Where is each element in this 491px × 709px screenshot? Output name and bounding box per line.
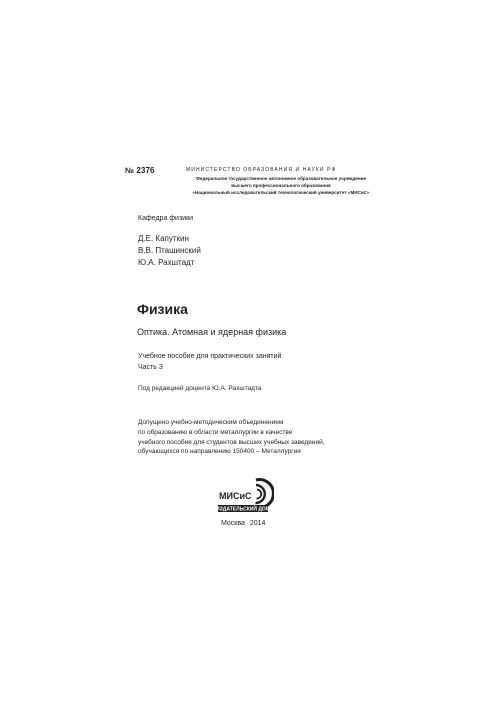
editor-note: Под редакцией доцента Ю.А. Рахштадта [138,385,262,392]
book-subtitle: Оптика. Атомная и ядерная физика [137,327,287,337]
approval-line: Допущено учебно-методическим объединением [138,419,284,426]
university-line: высшего профессионального образования [231,183,331,188]
document-number: № 2376 [125,166,155,175]
department-name: Кафедра физики [138,215,194,222]
misis-logo-icon [216,476,274,516]
university-line: «Национальный исследовательский технологический университет «МИСиС» [192,190,370,195]
publisher-logo-graphic [216,476,274,516]
authors-list [138,233,201,269]
approval-line: учебного пособия для студентов высших учебных заведений, [138,438,325,446]
author-name: Ю.А. Рахштадт [138,258,195,267]
university-line: Федеральное государственное автономное образовательное учреждение [196,176,366,181]
publisher-logo-caption: ИЗДАТЕЛЬСКИЙ ДОМ [216,506,270,513]
author-name: Д.Е. Капуткин [138,234,189,243]
publisher-logo-name: МИСиС [219,491,252,501]
imprint-city-year: Москва 2014 [221,520,266,527]
book-part: Часть 3 [138,364,163,371]
approval-line: по образованию в области металлургии в качестве [138,428,293,436]
book-title: Физика [137,301,188,317]
book-type [138,351,281,373]
approval-statement [138,418,325,457]
university-name [186,175,376,196]
approval-line: обучающихся по направлению 150400 – Металлургия [138,448,301,456]
author-name: В.В. Пташинский [138,246,201,255]
ministry-name: МИНИСТЕРСТВО ОБРАЗОВАНИЯ И НАУКИ РФ [186,167,337,173]
book-type-line: Учебное пособие для практических занятий [138,353,282,360]
